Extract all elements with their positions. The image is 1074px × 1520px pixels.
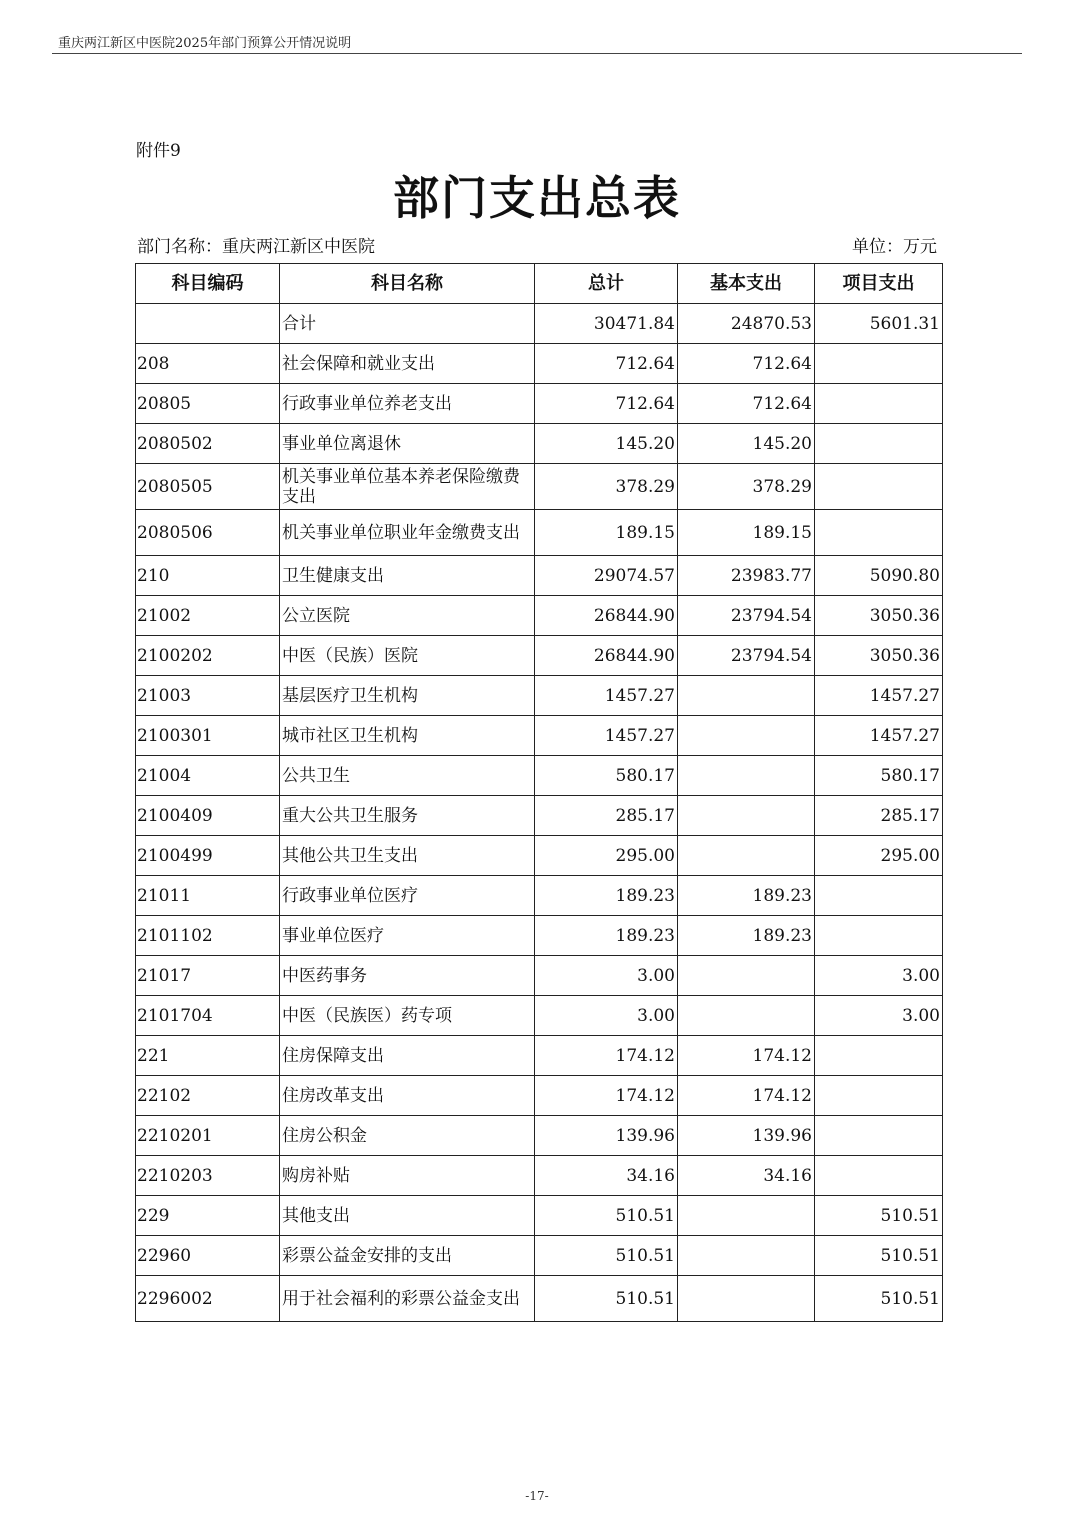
column-header-code: 科目编码 [136, 264, 280, 304]
cell-basic: 712.64 [678, 344, 815, 384]
cell-name: 彩票公益金安排的支出 [280, 1236, 535, 1276]
cell-name: 合计 [280, 304, 535, 344]
cell-name: 公立医院 [280, 596, 535, 636]
column-header-name: 科目名称 [280, 264, 535, 304]
cell-code: 210 [136, 556, 280, 596]
table-row [136, 1276, 943, 1322]
cell-project [815, 384, 943, 424]
cell-code: 2100409 [136, 796, 280, 836]
table-row [136, 304, 943, 344]
cell-basic [678, 996, 815, 1036]
cell-project: 580.17 [815, 756, 943, 796]
cell-name: 行政事业单位医疗 [280, 876, 535, 916]
cell-code: 2101102 [136, 916, 280, 956]
table-row [136, 344, 943, 384]
cell-code: 2080502 [136, 424, 280, 464]
column-header-basic: 基本支出 [678, 264, 815, 304]
cell-project [815, 344, 943, 384]
cell-total: 26844.90 [535, 596, 678, 636]
table-row [136, 1196, 943, 1236]
cell-total: 145.20 [535, 424, 678, 464]
cell-project: 3050.36 [815, 596, 943, 636]
table-row [136, 1156, 943, 1196]
department-name: 部门名称：重庆两江新区中医院 [137, 237, 375, 257]
cell-name: 机关事业单位基本养老保险缴费支出 [280, 464, 535, 510]
page-number: -17- [525, 1489, 549, 1503]
table-row [136, 676, 943, 716]
table-row [136, 916, 943, 956]
cell-total: 29074.57 [535, 556, 678, 596]
cell-total: 26844.90 [535, 636, 678, 676]
cell-code: 2080506 [136, 510, 280, 556]
table-row [136, 756, 943, 796]
table-row [136, 636, 943, 676]
cell-code: 21011 [136, 876, 280, 916]
cell-total: 378.29 [535, 464, 678, 510]
cell-basic: 23794.54 [678, 636, 815, 676]
cell-code: 208 [136, 344, 280, 384]
cell-project [815, 876, 943, 916]
cell-total: 295.00 [535, 836, 678, 876]
table-meta [137, 232, 940, 257]
header-divider [52, 53, 1022, 54]
table-row [136, 1076, 943, 1116]
cell-name: 其他支出 [280, 1196, 535, 1236]
cell-total: 139.96 [535, 1116, 678, 1156]
cell-name: 基层医疗卫生机构 [280, 676, 535, 716]
cell-project: 5601.31 [815, 304, 943, 344]
cell-name: 购房补贴 [280, 1156, 535, 1196]
cell-basic: 145.20 [678, 424, 815, 464]
cell-project [815, 1076, 943, 1116]
column-header-project: 项目支出 [815, 264, 943, 304]
cell-name: 机关事业单位职业年金缴费支出 [280, 510, 535, 556]
cell-basic [678, 1276, 815, 1322]
cell-project [815, 510, 943, 556]
table-row [136, 424, 943, 464]
cell-code: 2210203 [136, 1156, 280, 1196]
cell-total: 189.23 [535, 876, 678, 916]
cell-name: 事业单位离退休 [280, 424, 535, 464]
cell-basic: 378.29 [678, 464, 815, 510]
cell-name: 事业单位医疗 [280, 916, 535, 956]
cell-basic [678, 676, 815, 716]
cell-basic [678, 796, 815, 836]
cell-code: 21002 [136, 596, 280, 636]
cell-project: 510.51 [815, 1196, 943, 1236]
cell-code: 2100202 [136, 636, 280, 676]
cell-project [815, 424, 943, 464]
cell-name: 中医药事务 [280, 956, 535, 996]
column-header-total: 总计 [535, 264, 678, 304]
cell-total: 1457.27 [535, 676, 678, 716]
table-row [136, 996, 943, 1036]
cell-basic: 139.96 [678, 1116, 815, 1156]
cell-name: 其他公共卫生支出 [280, 836, 535, 876]
cell-total: 580.17 [535, 756, 678, 796]
cell-total: 712.64 [535, 384, 678, 424]
cell-code: 20805 [136, 384, 280, 424]
cell-basic [678, 956, 815, 996]
page-header: 重庆两江新区中医院2025年部门预算公开情况说明 [58, 36, 352, 51]
cell-project [815, 1156, 943, 1196]
table-row [136, 384, 943, 424]
cell-project: 5090.80 [815, 556, 943, 596]
table-row [136, 716, 943, 756]
table-row [136, 836, 943, 876]
cell-code [136, 304, 280, 344]
cell-basic: 712.64 [678, 384, 815, 424]
table-row [136, 956, 943, 996]
attachment-label: 附件9 [136, 141, 181, 161]
cell-project: 285.17 [815, 796, 943, 836]
cell-basic: 189.15 [678, 510, 815, 556]
cell-project: 3050.36 [815, 636, 943, 676]
cell-code: 2080505 [136, 464, 280, 510]
table-row [136, 510, 943, 556]
cell-total: 174.12 [535, 1076, 678, 1116]
cell-code: 21017 [136, 956, 280, 996]
cell-name: 行政事业单位养老支出 [280, 384, 535, 424]
cell-total: 189.23 [535, 916, 678, 956]
table-row [136, 1036, 943, 1076]
cell-code: 2100301 [136, 716, 280, 756]
cell-code: 22102 [136, 1076, 280, 1116]
cell-project [815, 916, 943, 956]
cell-name: 住房保障支出 [280, 1036, 535, 1076]
cell-basic [678, 756, 815, 796]
cell-total: 712.64 [535, 344, 678, 384]
cell-basic [678, 836, 815, 876]
cell-code: 21003 [136, 676, 280, 716]
table-row [136, 556, 943, 596]
cell-total: 189.15 [535, 510, 678, 556]
cell-total: 3.00 [535, 956, 678, 996]
expenditure-table [135, 263, 943, 1322]
table-row [136, 876, 943, 916]
cell-name: 住房改革支出 [280, 1076, 535, 1116]
cell-name: 重大公共卫生服务 [280, 796, 535, 836]
cell-code: 2210201 [136, 1116, 280, 1156]
cell-name: 社会保障和就业支出 [280, 344, 535, 384]
cell-project: 510.51 [815, 1236, 943, 1276]
cell-basic [678, 716, 815, 756]
cell-name: 中医（民族）医院 [280, 636, 535, 676]
cell-project: 3.00 [815, 956, 943, 996]
cell-total: 1457.27 [535, 716, 678, 756]
table-row [136, 796, 943, 836]
cell-code: 221 [136, 1036, 280, 1076]
table-row [136, 596, 943, 636]
cell-total: 510.51 [535, 1196, 678, 1236]
cell-basic: 189.23 [678, 916, 815, 956]
cell-project [815, 1036, 943, 1076]
cell-project [815, 464, 943, 510]
cell-basic: 34.16 [678, 1156, 815, 1196]
cell-project: 295.00 [815, 836, 943, 876]
cell-name: 住房公积金 [280, 1116, 535, 1156]
cell-total: 174.12 [535, 1036, 678, 1076]
table-body [136, 304, 943, 1322]
cell-basic: 174.12 [678, 1076, 815, 1116]
page-title: 部门支出总表 [393, 171, 681, 225]
cell-project: 3.00 [815, 996, 943, 1036]
cell-project [815, 1116, 943, 1156]
cell-code: 22960 [136, 1236, 280, 1276]
cell-name: 城市社区卫生机构 [280, 716, 535, 756]
cell-name: 卫生健康支出 [280, 556, 535, 596]
cell-total: 510.51 [535, 1236, 678, 1276]
cell-basic [678, 1196, 815, 1236]
cell-project: 1457.27 [815, 676, 943, 716]
cell-basic: 23794.54 [678, 596, 815, 636]
cell-name: 中医（民族医）药专项 [280, 996, 535, 1036]
cell-code: 2296002 [136, 1276, 280, 1322]
cell-name: 用于社会福利的彩票公益金支出 [280, 1276, 535, 1322]
cell-name: 公共卫生 [280, 756, 535, 796]
cell-project: 510.51 [815, 1276, 943, 1322]
cell-total: 34.16 [535, 1156, 678, 1196]
cell-total: 30471.84 [535, 304, 678, 344]
cell-code: 2100499 [136, 836, 280, 876]
table-row [136, 1116, 943, 1156]
table-row [136, 464, 943, 510]
cell-project: 1457.27 [815, 716, 943, 756]
cell-basic: 174.12 [678, 1036, 815, 1076]
cell-code: 21004 [136, 756, 280, 796]
cell-basic [678, 1236, 815, 1276]
cell-total: 3.00 [535, 996, 678, 1036]
cell-basic: 23983.77 [678, 556, 815, 596]
table-header-row [136, 264, 943, 304]
cell-total: 285.17 [535, 796, 678, 836]
cell-code: 229 [136, 1196, 280, 1236]
unit-label: 单位：万元 [852, 237, 937, 257]
cell-basic: 189.23 [678, 876, 815, 916]
table-row [136, 1236, 943, 1276]
cell-code: 2101704 [136, 996, 280, 1036]
cell-total: 510.51 [535, 1276, 678, 1322]
cell-basic: 24870.53 [678, 304, 815, 344]
